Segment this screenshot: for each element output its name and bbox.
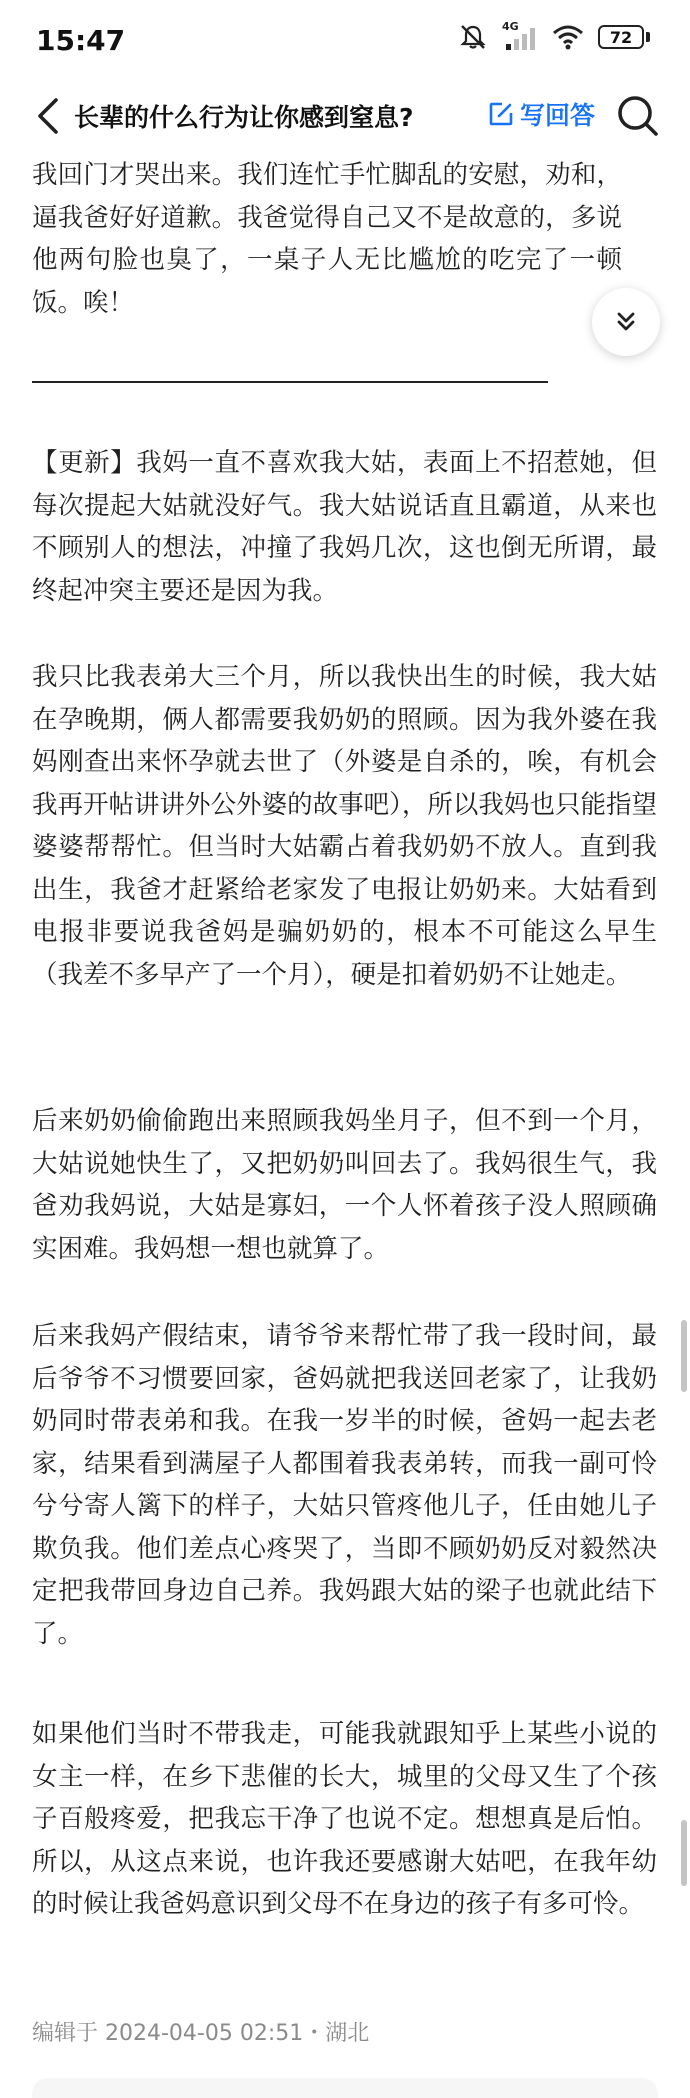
section-divider — [32, 381, 548, 383]
wifi-icon — [552, 23, 584, 51]
network-type-label: 4G — [502, 20, 519, 33]
status-icons — [458, 22, 650, 52]
edit-icon — [488, 101, 514, 127]
double-chevron-down-icon — [612, 308, 640, 336]
battery-icon — [598, 25, 650, 49]
search-icon — [614, 92, 662, 140]
status-time: 15:47 — [36, 24, 126, 57]
nav-bar — [0, 80, 690, 152]
write-answer-label: 写回答 — [520, 101, 596, 130]
bottom-card — [32, 2078, 658, 2098]
cellular-signal-icon — [502, 22, 538, 52]
paragraph: 后来我妈产假结束，请爷爷来帮忙带了我一段时间，最后爷爷不习惯要回家，爸妈就把我送回老家了，让我奶奶同时带表弟和我。在我一岁半的时候，爸妈一起去老家，结果看到满屋子人都围着我表弟转，而我一副可怜兮兮寄人篱下的样子，大姑只管疼他儿子，任由她儿子欺负我。他们差点心疼哭了，当即不顾奶奶反对毅然决定把我带回身边自己养。我妈跟大姑的梁子也就此结下了。 — [32, 1321, 657, 1649]
edit-timestamp: 编辑于 2024-04-05 02:51・湖北 — [32, 2021, 370, 2046]
search-button[interactable] — [614, 92, 662, 140]
paragraph: 我回门才哭出来。我们连忙手忙脚乱的安慰，劝和，逼我爸好好道歉。我爸觉得自己又不是故意的，多说他两句脸也臭了，一桌子人无比尴尬的吃完了一顿饭。唉！ — [32, 160, 622, 318]
paragraph: 如果他们当时不带我走，可能我就跟知乎上某些小说的女主一样，在乡下悲催的长大，城里的父母又生了个孩子百般疼爱，把我忘干净了也说不定。想想真是后怕。所以，从这点来说，也许我还要感谢大姑吧，在我年幼的时候让我爸妈意识到父母不在身边的孩子有多可怜。 — [32, 1719, 657, 1919]
collapse-button[interactable] — [592, 288, 660, 356]
paragraph: 后来奶奶偷偷跑出来照顾我妈坐月子，但不到一个月，大姑说她快生了，又把奶奶叫回去了。我妈很生气，我爸劝我妈说，大姑是寡妇，一个人怀着孩子没人照顾确实困难。我妈想一想也就算了。 — [32, 1106, 657, 1264]
write-answer-button[interactable] — [488, 96, 595, 132]
mute-vibrate-icon — [458, 22, 488, 52]
question-title[interactable]: 长辈的什么行为让你感到窒息? — [74, 103, 414, 132]
paragraph: 【更新】我妈一直不喜欢我大姑，表面上不招惹她，但每次提起大姑就没好气。我大姑说话直且霸道，从来也不顾别人的想法，冲撞了我妈几次，这也倒无所谓，最终起冲突主要还是因为我。 — [32, 448, 657, 606]
chevron-left-icon — [34, 96, 62, 136]
status-bar — [0, 0, 690, 80]
scrollbar-thumb[interactable] — [681, 1320, 687, 1392]
scrollbar-thumb[interactable] — [681, 1820, 687, 1886]
back-button[interactable] — [26, 92, 70, 140]
paragraph: 我只比我表弟大三个月，所以我快出生的时候，我大姑在孕晚期，俩人都需要我奶奶的照顾。因为我外婆在我妈刚查出来怀孕就去世了（外婆是自杀的，唉，有机会我再开帖讲讲外公外婆的故事吧），所以我妈也只能指望婆婆帮帮忙。但当时大姑霸占着我奶奶不放人。直到我出生，我爸才赶紧给老家发了电报让奶奶来。大姑看到电报非要说我爸妈是骗奶奶的，根本不可能这么早生（我差不多早产了一个月），硬是扣着奶奶不让她走。 — [32, 662, 657, 990]
battery-level: 72 — [598, 25, 644, 49]
